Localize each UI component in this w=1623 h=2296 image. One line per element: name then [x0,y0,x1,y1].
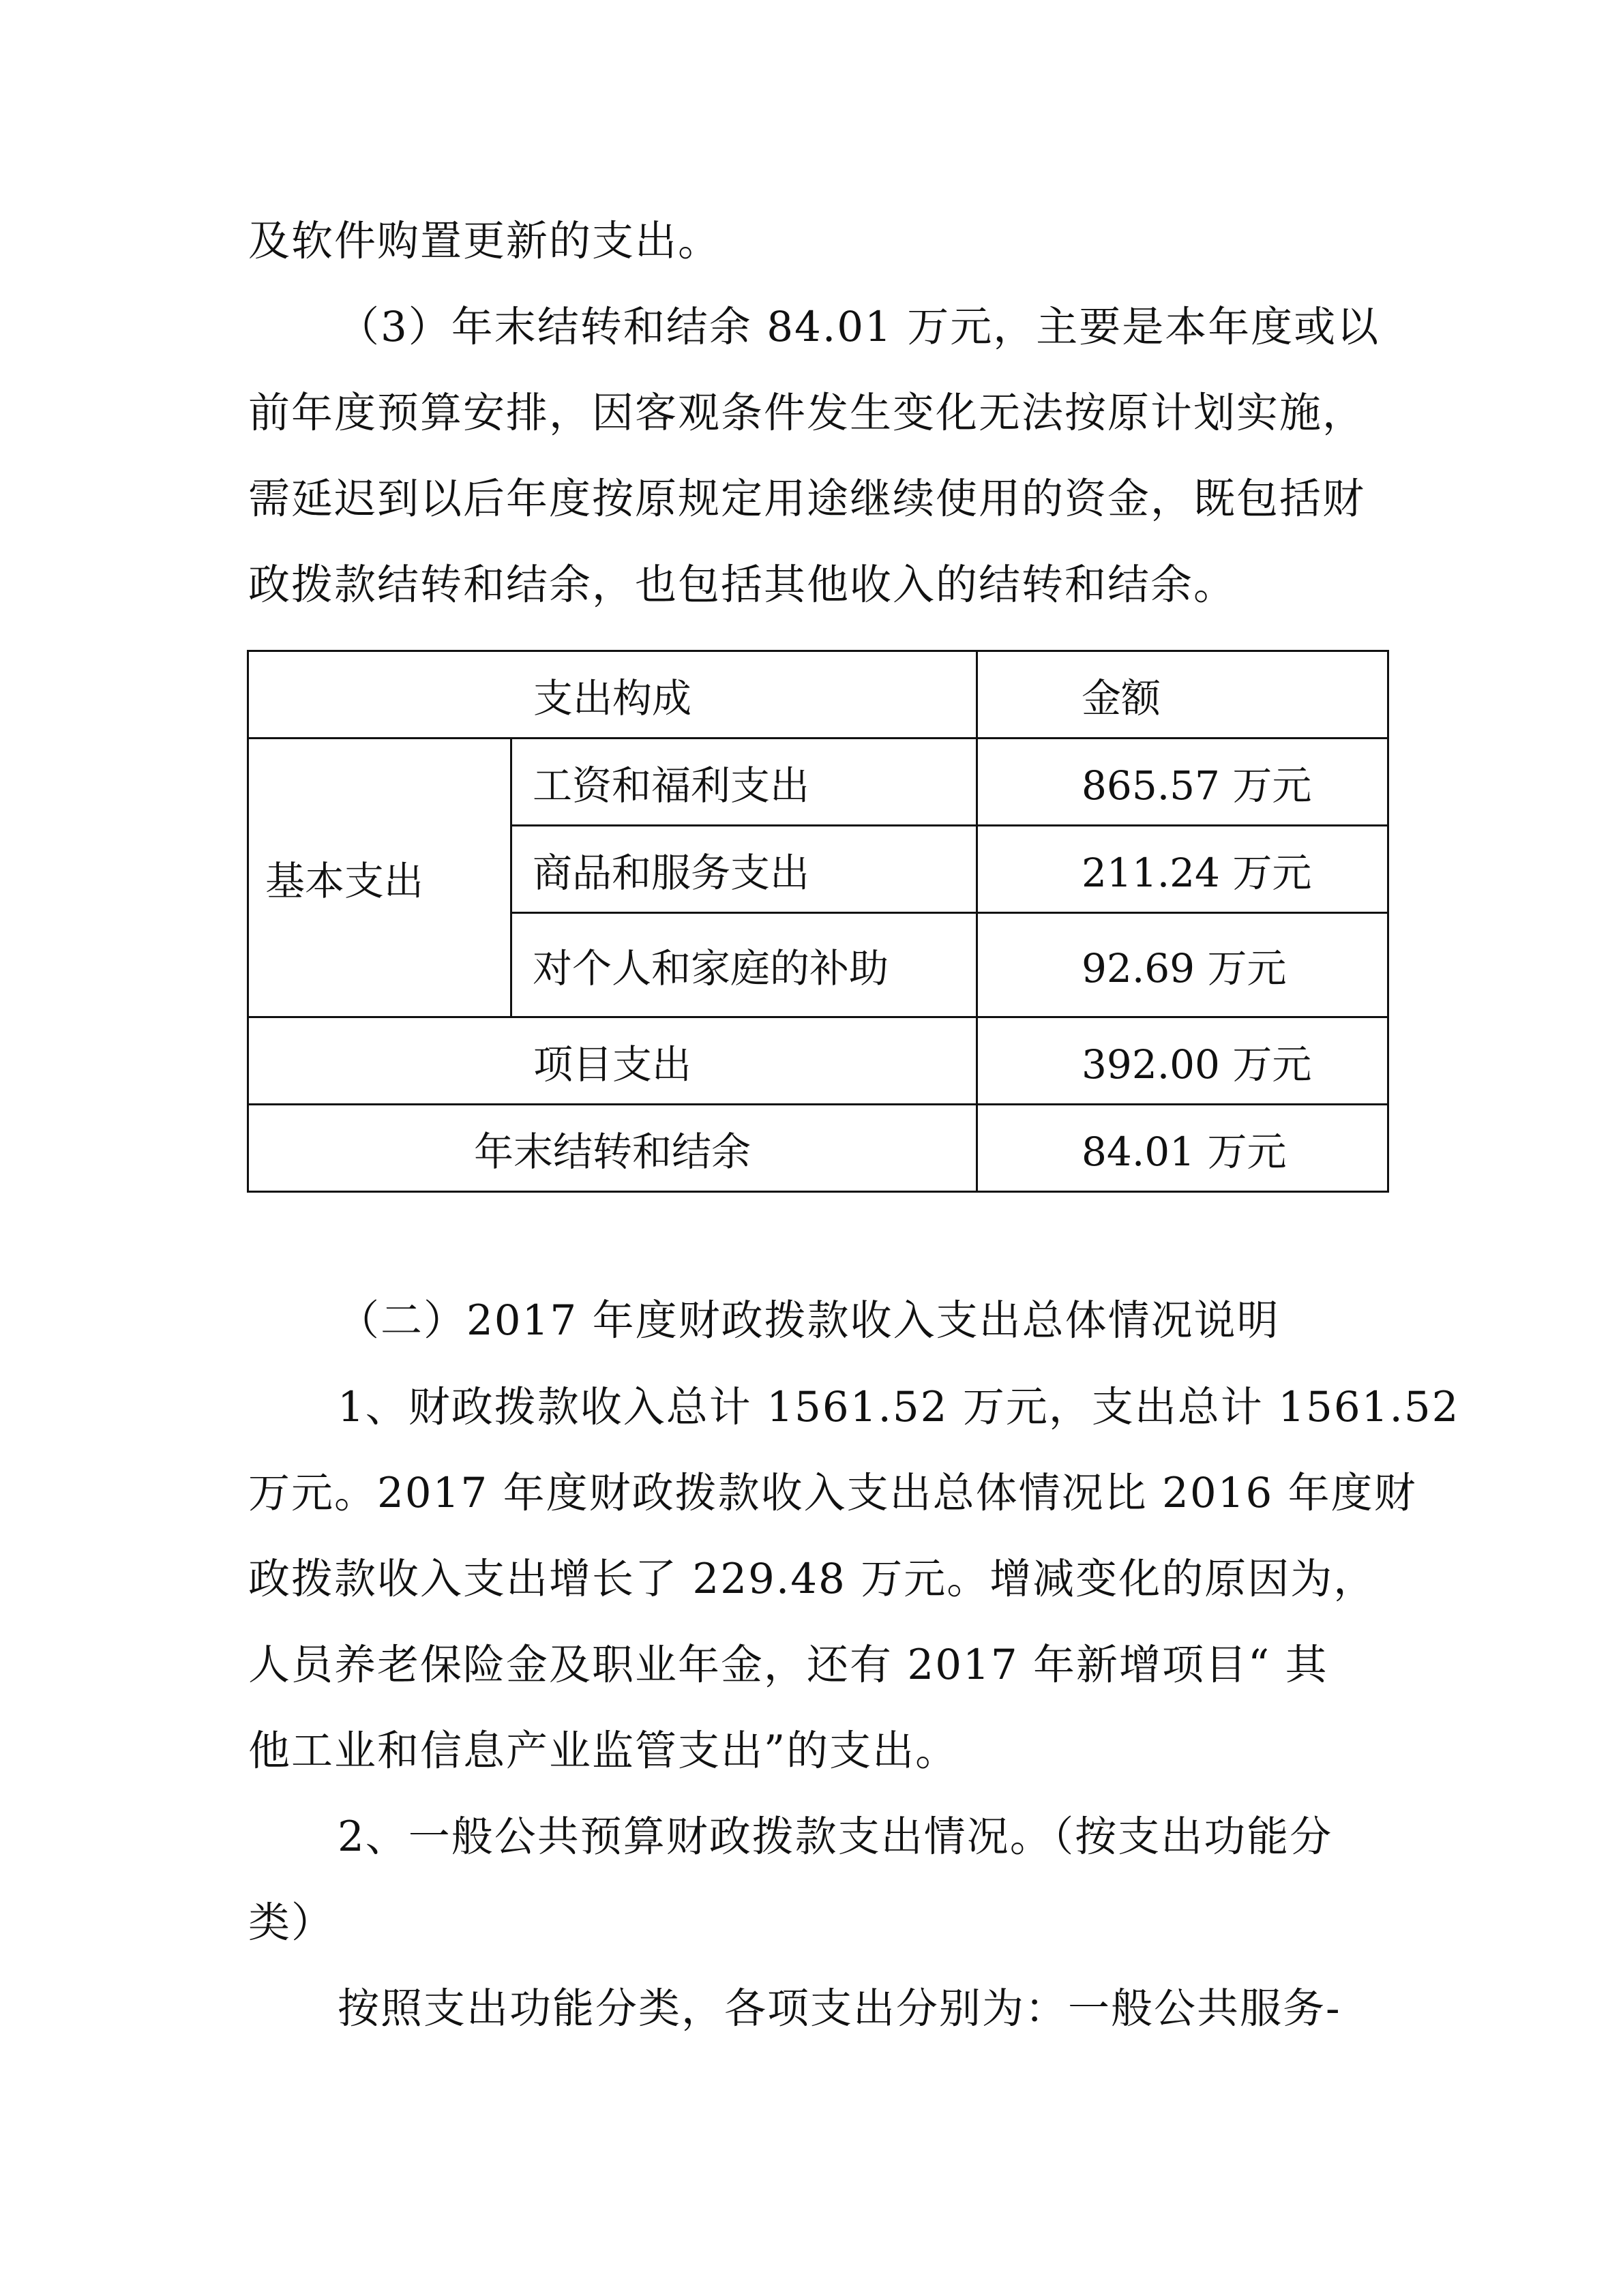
item-name: 商品和服务支出 [511,826,977,913]
paragraph-line: 按照支出功能分类，各项支出分别为：一般公共服务- [338,1984,1341,2033]
paragraph-line: 政拨款收入支出增长了 229.48 万元。增减变化的原因为， [248,1555,1377,1603]
table-row [248,739,1388,826]
paragraph-line: 政拨款结转和结余，也包括其他收入的结转和结余。 [248,561,1237,609]
carryover-label: 年末结转和结余 [248,1105,977,1192]
header-amount: 金额 [977,651,1388,739]
expenditure-table [247,650,1389,1193]
table-header-row [248,651,1388,739]
paragraph-line: 他工业和信息产业监管支出”的支出。 [248,1727,959,1775]
item-amount: 211.24 万元 [977,826,1388,913]
paragraph-line: 类） [248,1898,335,1947]
table-row [248,1017,1388,1105]
item-amount: 92.69 万元 [977,913,1388,1017]
header-composition: 支出构成 [248,651,977,739]
project-expenditure-label: 项目支出 [248,1017,977,1105]
paragraph-line: 需延迟到以后年度按原规定用途继续使用的资金，既包括财 [248,475,1366,523]
basic-expenditure-label: 基本支出 [248,739,511,1017]
paragraph-line: （3）年末结转和结余 84.01 万元，主要是本年度或以 [338,303,1380,351]
carryover-amount: 84.01 万元 [977,1105,1388,1192]
paragraph-line: 万元。2017 年度财政拨款收入支出总体情况比 2016 年度财 [248,1469,1417,1517]
section-heading: （二）2017 年度财政拨款收入支出总体情况说明 [338,1296,1280,1345]
paragraph-line: 及软件购置更新的支出。 [248,217,721,265]
paragraph-line: 1、财政拨款收入总计 1561.52 万元，支出总计 1561.52 [338,1383,1460,1431]
paragraph-line: 前年度预算安排，因客观条件发生变化无法按原计划实施， [248,389,1366,437]
paragraph-line: 人员养老保险金及职业年金，还有 2017 年新增项目“ 其 [248,1641,1328,1689]
item-name: 对个人和家庭的补助 [511,913,977,1017]
item-name: 工资和福利支出 [511,739,977,826]
paragraph-line: 2、一般公共预算财政拨款支出情况。（按支出功能分 [338,1813,1333,1861]
item-amount: 865.57 万元 [977,739,1388,826]
project-expenditure-amount: 392.00 万元 [977,1017,1388,1105]
table-row [248,1105,1388,1192]
